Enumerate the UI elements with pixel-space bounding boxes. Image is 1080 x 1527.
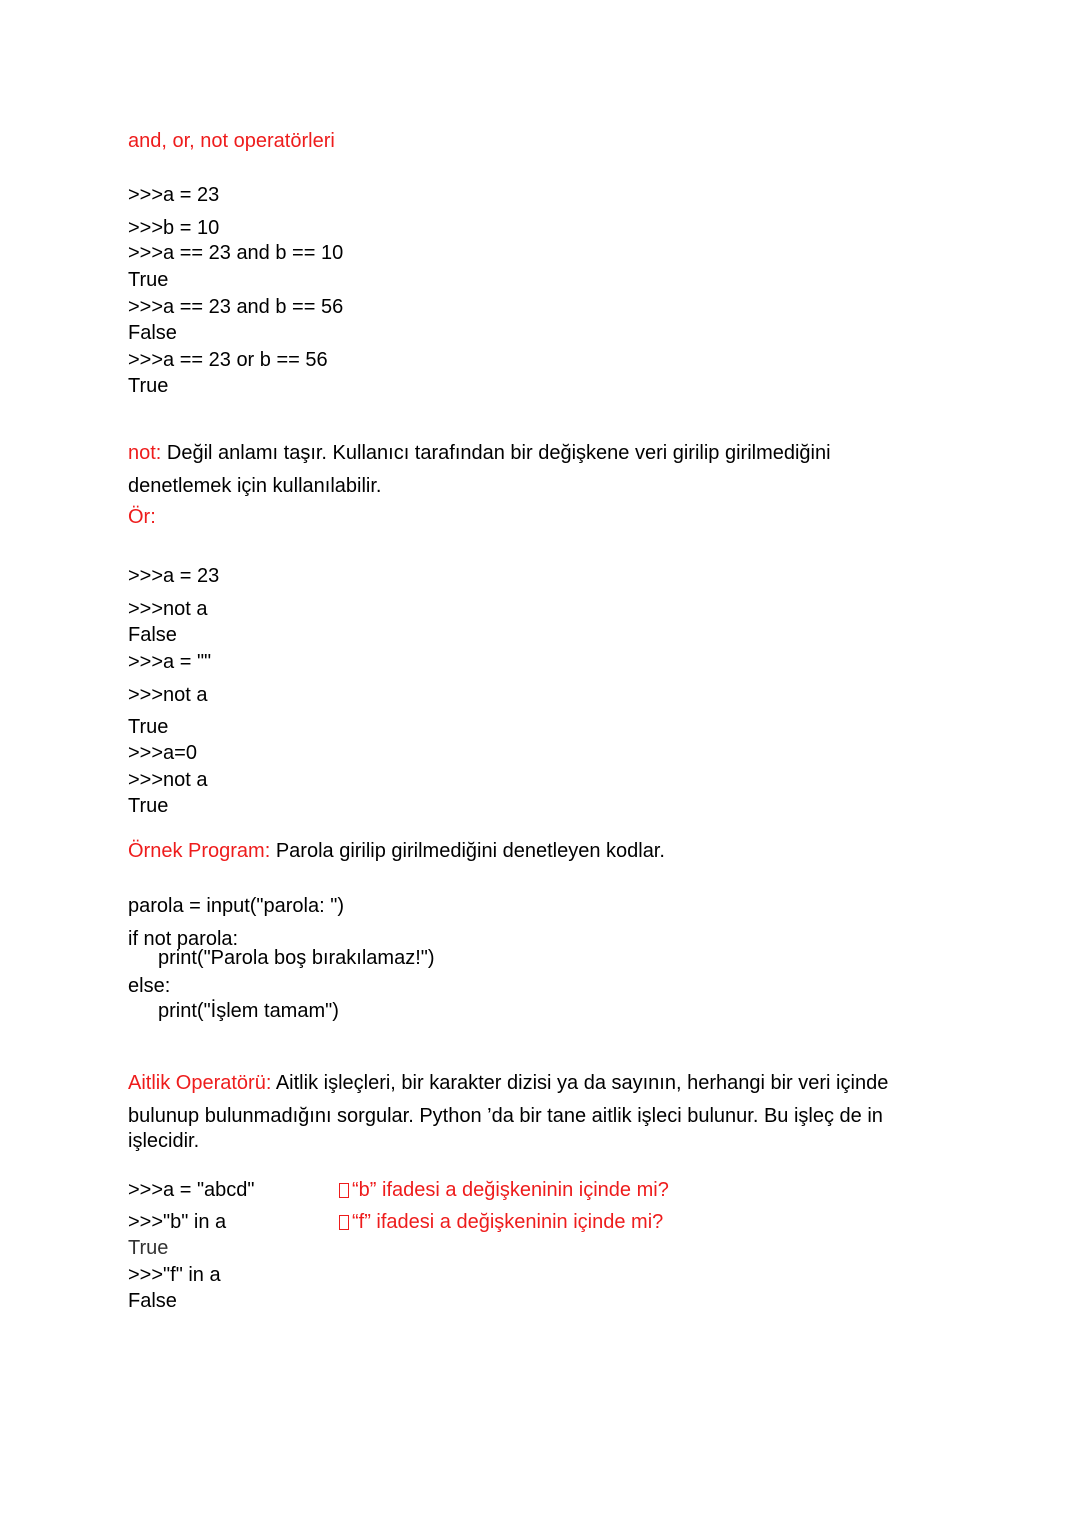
code-output: False [128, 322, 177, 344]
membership-description-line3: işlecidir. [128, 1130, 200, 1152]
code-output: True [128, 1237, 169, 1259]
code-line: >>>not a [128, 598, 208, 620]
code-output: True [128, 269, 169, 291]
membership-description-text: Aitlik işleçleri, bir karakter dizisi ya da sayının, herhangi bir veri içinde [271, 1072, 889, 1094]
code-line: >>>a = 23 [128, 565, 220, 587]
annotation-note-text: “f” ifadesi a değişkeninin içinde mi? [352, 1211, 664, 1233]
example-program-line [128, 839, 665, 863]
annotation-note [339, 1178, 669, 1202]
membership-description-line1 [128, 1071, 888, 1095]
code-line: >>>a == 23 and b == 10 [128, 242, 344, 264]
not-description-line1 [128, 441, 831, 465]
code-line: >>>a = "abcd" [128, 1179, 255, 1201]
code-output: True [128, 795, 169, 817]
section-heading-logical-operators: and, or, not operatörleri [128, 130, 335, 152]
annotation-note [339, 1210, 663, 1234]
program-code-line: else: [128, 975, 171, 997]
code-line: >>>b = 10 [128, 217, 220, 239]
code-output: True [128, 375, 169, 397]
code-line: >>>a = "" [128, 651, 212, 673]
arrow-icon [339, 1215, 349, 1230]
example-program-text: Parola girilip girilmediğini denetleyen kodlar. [270, 840, 665, 862]
code-output: True [128, 716, 169, 738]
code-line: >>>a = 23 [128, 184, 220, 206]
code-line: >>>"b" in a [128, 1211, 227, 1233]
code-output: False [128, 1290, 177, 1312]
not-label: not: [128, 442, 162, 464]
code-output: False [128, 624, 177, 646]
code-line: >>>a == 23 and b == 56 [128, 296, 344, 318]
code-line: >>>not a [128, 684, 208, 706]
example-label: Ör: [128, 506, 156, 528]
program-code-line: parola = input("parola: ") [128, 895, 344, 917]
not-description-line2: denetlemek için kullanılabilir. [128, 475, 382, 497]
membership-description-line2: bulunup bulunmadığını sorgular. Python ’da bir tane aitlik işleci bulunur. Bu işleç de in [128, 1105, 883, 1127]
program-code-line: print("Parola boş bırakılamaz!") [158, 947, 435, 969]
program-code-line: print("İşlem tamam") [158, 1000, 339, 1022]
program-code-line: if not parola: [128, 928, 239, 950]
code-line: >>>not a [128, 769, 208, 791]
annotation-note-text: “b” ifadesi a değişkeninin içinde mi? [352, 1179, 669, 1201]
example-program-label: Örnek Program: [128, 840, 271, 862]
code-line: >>>a == 23 or b == 56 [128, 349, 328, 371]
code-line: >>>"f" in a [128, 1264, 221, 1286]
not-description-text: Değil anlamı taşır. Kullanıcı tarafından bir değişkene veri girilip girilmediğini [161, 442, 831, 464]
arrow-icon [339, 1183, 349, 1198]
membership-label: Aitlik Operatörü: [128, 1072, 272, 1094]
code-line: >>>a=0 [128, 742, 197, 764]
